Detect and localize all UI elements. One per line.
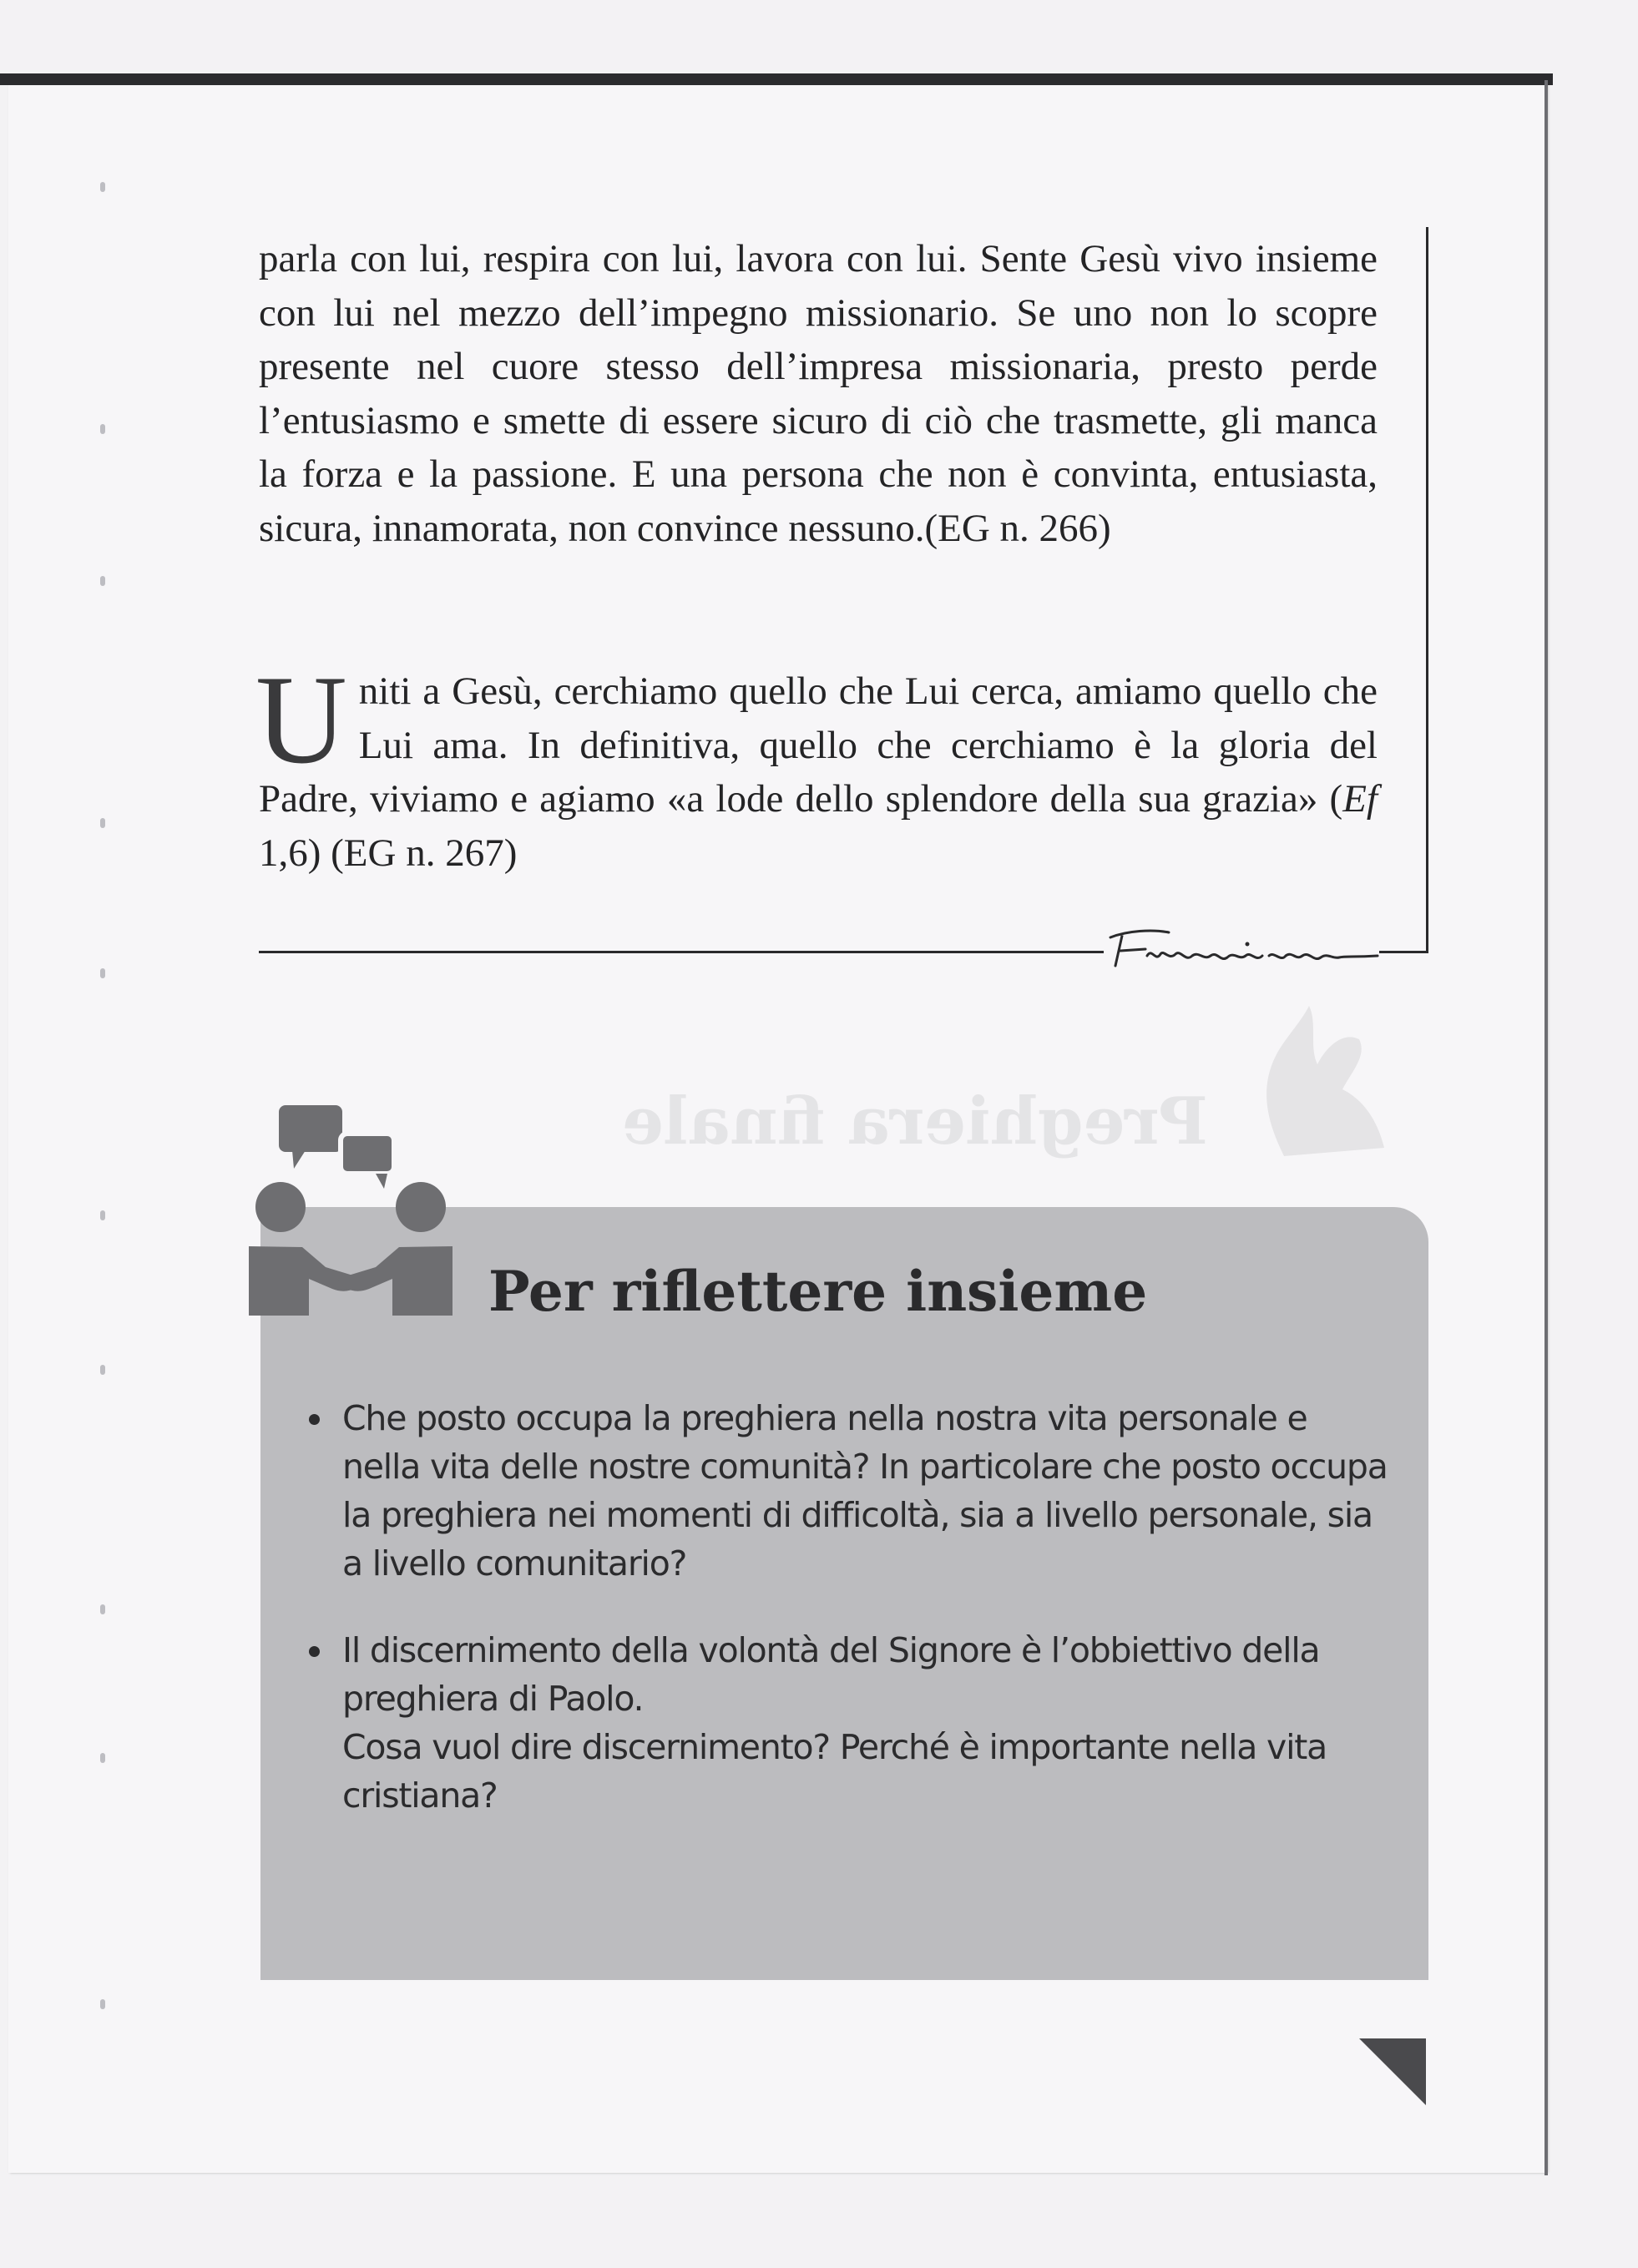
discussion-people-icon bbox=[242, 1100, 459, 1316]
quote-paragraph-2 bbox=[255, 649, 1378, 880]
paragraph-2-text: niti a Gesù, cerchiamo quello che Lui cerca, amiamo quello che Lui ama. In definitiva, quello che cerchiamo è la gloria del Padre, viviamo e agiamo «a lode dello splendore della sua grazia» ( bbox=[259, 669, 1378, 821]
question-text: Il discernimento della volontà del Signore è l’obbiettivo della preghiera di Paolo. bbox=[342, 1630, 1320, 1719]
paragraph-2-citation: 1,6) (EG n. 267) bbox=[259, 831, 518, 875]
signature-franciscus bbox=[1102, 912, 1386, 979]
binding-mark bbox=[100, 818, 105, 828]
page-right-edge bbox=[1544, 80, 1548, 2175]
quote-paragraph-1: parla con lui, respira con lui, lavora con lui. Sente Gesù vivo insieme con lui nel mezzo dell’impegno missionario. Se uno non lo scopre presente nel cuore stesso dell’impresa missionaria, presto perde l’entusiasmo e smette di essere sicuro di ciò che trasmette, gli manca la forza e la passione. E una persona che non è convinta, entusiasta, sicura, innamorata, non convince nessuno.(EG n. 266) bbox=[259, 237, 1378, 550]
question-item bbox=[309, 1394, 1394, 1588]
reflection-questions bbox=[309, 1394, 1394, 1858]
binding-mark bbox=[100, 1999, 105, 2009]
binding-mark bbox=[100, 1604, 105, 1614]
question-item bbox=[309, 1626, 1394, 1820]
binding-mark bbox=[100, 1365, 105, 1375]
quote-frame-bottom-rule-end bbox=[1379, 951, 1428, 953]
quote-frame-bottom-rule bbox=[259, 951, 1104, 953]
show-through-hands-icon bbox=[1251, 998, 1393, 1164]
paragraph-2-italic: Ef bbox=[1342, 777, 1378, 821]
binding-mark bbox=[100, 1753, 105, 1763]
page-number: 53 bbox=[1355, 2067, 1395, 2107]
show-through-title: Preghiera finale bbox=[622, 1083, 1208, 1159]
page-top-edge bbox=[0, 73, 1553, 85]
question-text: Che posto occupa la preghiera nella nostra vita personale e nella vita delle nostre comunità? In particolare che posto occupa la preghiera nei momenti di difficoltà, sia a livello personale, sia a livello comunitario? bbox=[342, 1398, 1388, 1584]
question-text: Cosa vuol dire discernimento? Perché è importante nella vita cristiana? bbox=[342, 1727, 1327, 1816]
binding-mark bbox=[100, 182, 105, 192]
reflection-title: Per riflettere insieme bbox=[488, 1259, 1148, 1324]
binding-mark bbox=[100, 576, 105, 586]
binding-mark bbox=[100, 968, 105, 978]
quote-frame-right-rule bbox=[1426, 227, 1428, 953]
binding-mark bbox=[100, 1210, 105, 1220]
drop-cap: U bbox=[255, 649, 347, 790]
binding-mark bbox=[100, 424, 105, 434]
